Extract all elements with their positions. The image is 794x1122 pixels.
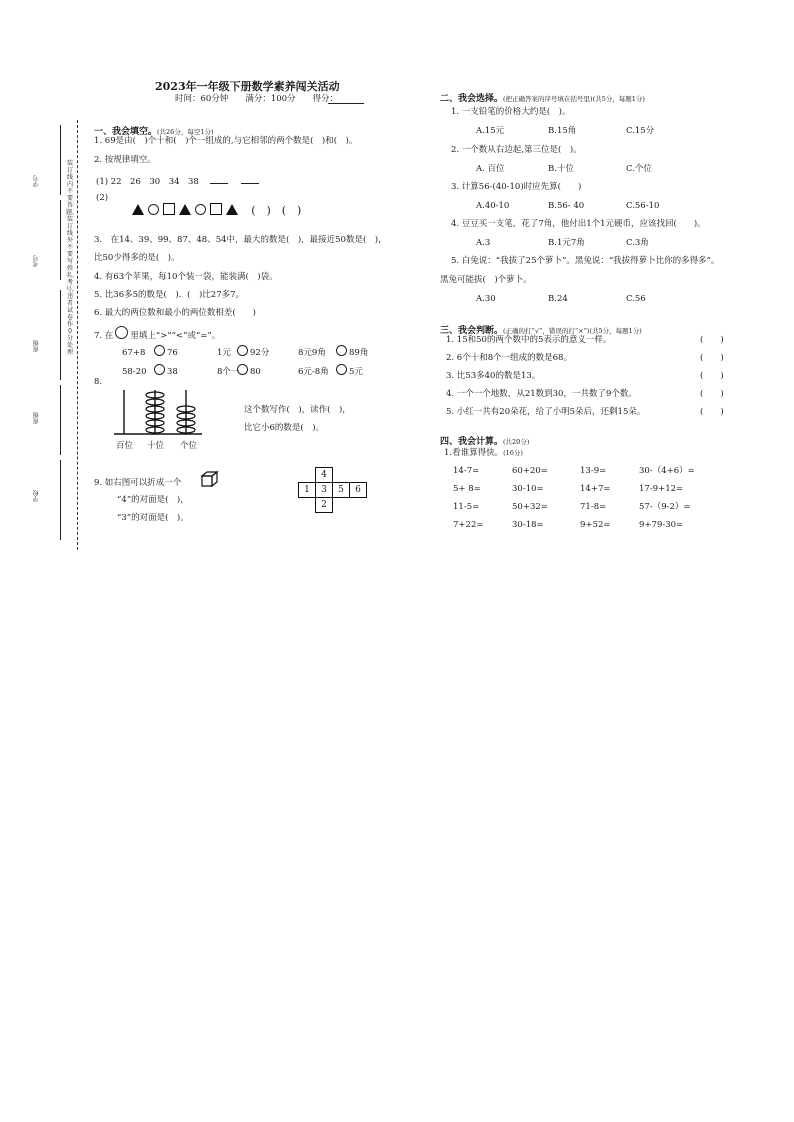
- s3-item-2: 2. 6个十和8个一组成的数是68。: [446, 353, 572, 363]
- s2-q4-opt-a: A.3: [476, 238, 491, 248]
- s2-q3-opt-c: C.56-10: [626, 201, 660, 211]
- square-icon: [163, 203, 175, 215]
- section2-note: (把正确答案的序号填在括号里)(共5分，每题1分): [503, 95, 645, 103]
- compare-circle[interactable]: [154, 345, 165, 356]
- cmp-left: 67+8: [122, 348, 146, 358]
- net-face: 6: [350, 483, 367, 498]
- s1-q2-sequence: [96, 175, 262, 188]
- circle-icon: [148, 204, 159, 215]
- s2-q1: 1. 一支铅笔的价格大约是( )。: [451, 107, 571, 117]
- cmp-row-2: [122, 364, 363, 378]
- s1-q3a: 3. 在14、39、99、87、48、54中，最大的数是( )，最接近50数是( )，: [94, 235, 387, 245]
- calc-cell: 9+79-30=: [639, 520, 684, 530]
- judge-paren[interactable]: ( ): [700, 389, 724, 399]
- s1-q8a: 这个数写作( )，读作( )，: [244, 405, 351, 415]
- abacus-label-ones: 个位: [180, 441, 198, 451]
- s2-q1-opt-b: B.15角: [548, 126, 577, 136]
- cmp-left: 6元-8角: [298, 367, 329, 377]
- section3-note: (正确的打“√”，错误的打“×”)(共5分，每题1分): [503, 327, 642, 335]
- compare-circle[interactable]: [237, 364, 248, 375]
- s3-item-4: 4. 一个一个地数，从21数到30，一共数了9个数。: [446, 389, 637, 399]
- s1-q1: 1. 69是由( )个十和( )个一组成的,与它相邻的两个数是( )和( )。: [94, 136, 358, 146]
- net-face: 1: [299, 483, 316, 498]
- judge-paren[interactable]: ( ): [700, 353, 724, 363]
- triangle-icon: [132, 204, 144, 215]
- section4-header: [440, 429, 529, 448]
- net-face: 4: [316, 468, 333, 483]
- s1-q7-text-b: 里填上“>”“<”或“=”。: [130, 331, 221, 341]
- s1-q7-text: 7. 在: [94, 331, 114, 341]
- s4-sub-title: 1.看谁算得快。: [444, 448, 504, 458]
- s1-q9b: “4”的对面是( )，: [117, 495, 189, 505]
- square-icon: [210, 203, 222, 215]
- calc-cell: 57-（9-2）=: [639, 502, 691, 512]
- calc-cell: 71-8=: [580, 502, 607, 512]
- compare-circle[interactable]: [336, 364, 347, 375]
- s2-q5: 5. 白兔说：“我拔了25个萝卜”。黑兔说：“我拔得萝卜比你的多得多”。: [451, 256, 720, 266]
- calc-cell: 50+32=: [512, 502, 548, 512]
- s2-q1-opt-a: A.15元: [476, 126, 505, 136]
- cmp-right: 76: [167, 348, 178, 358]
- binding-label-school: 学校: [33, 490, 40, 502]
- binding-line: [60, 200, 61, 280]
- s2-q4: 4. 豆豆买一支笔，花了7角，他付出1个1元硬币，应该找回( )。: [451, 219, 706, 229]
- score-blank: [328, 103, 364, 104]
- s1-q7: [94, 326, 220, 342]
- s2-q5-opt-c: C.56: [626, 294, 646, 304]
- calc-cell: 14-7=: [453, 466, 480, 476]
- s2-q2-opt-b: B.十位: [548, 164, 574, 174]
- cmp-right: 38: [167, 367, 178, 377]
- shape-pattern: [130, 203, 301, 217]
- binding-label-class: 班级: [33, 340, 40, 352]
- compare-circle[interactable]: [237, 345, 248, 356]
- calc-cell: 14+7=: [580, 484, 611, 494]
- calc-cell: 7+22=: [453, 520, 484, 530]
- s2-q2-opt-a: A. 百位: [476, 164, 505, 174]
- cmp-right: 92分: [250, 348, 270, 358]
- s2-q2-opt-c: C.个位: [626, 164, 652, 174]
- calc-cell: 13-9=: [580, 466, 607, 476]
- s1-q2: 2. 按规律填空。: [94, 155, 156, 165]
- section3-title: 三、我会判断。: [440, 326, 504, 336]
- calc-cell: 5+ 8=: [453, 484, 481, 494]
- cmp-right: 80: [250, 367, 261, 377]
- binding-line: [60, 125, 61, 195]
- binding-line: [60, 385, 61, 455]
- calc-cell: 30-（4+6）=: [639, 466, 695, 476]
- calc-cell: 30-18=: [512, 520, 544, 530]
- s2-q2: 2. 一个数从右边起,第三位是( )。: [451, 145, 582, 155]
- s4-sub-note: (16分): [503, 449, 523, 457]
- binding-label-class-2: 班级: [33, 412, 40, 424]
- cmp-right: 5元: [349, 367, 363, 377]
- cube-net: [298, 467, 367, 513]
- cube-icon: [200, 470, 220, 488]
- calc-cell: 30-10=: [512, 484, 544, 494]
- s1-q9a: 9. 如右图可以折成一个: [94, 478, 182, 488]
- s3-item-5: 5. 小红一共有20朵花，给了小明5朵后，还剩15朵。: [446, 407, 646, 417]
- section1-title: 一、我会填空。: [94, 127, 158, 137]
- calc-cell: 60+20=: [512, 466, 548, 476]
- net-face: 3: [316, 483, 333, 498]
- blank-line: [210, 175, 228, 184]
- s3-item-1: 1. 15和50的两个数中的5表示的意义一样。: [446, 335, 612, 345]
- s1-q4: 4. 有63个苹果，每10个装一袋，能装满( )袋。: [94, 272, 278, 282]
- s2-q5-line2: 黑兔可能拔( )个萝卜。: [440, 275, 532, 285]
- judge-paren[interactable]: ( ): [700, 371, 724, 381]
- s1-q8b: 比它小6的数是( )。: [244, 423, 325, 433]
- cmp-left: 1元: [217, 348, 231, 358]
- s2-q3-opt-b: B.56- 40: [548, 201, 585, 211]
- section2-header: [440, 86, 645, 105]
- s1-q2b-blanks: ( ) ( ): [251, 204, 302, 217]
- judge-paren[interactable]: ( ): [700, 407, 724, 417]
- s3-item-3: 3. 比53多40的数是13。: [446, 371, 541, 381]
- exam-info: 时间：60分钟 满分：100分 得分：: [175, 94, 339, 104]
- s2-q1-opt-c: C.15分: [626, 126, 655, 136]
- triangle-icon: [226, 204, 238, 215]
- s1-q5: 5. 比36多5的数是( )．( )比27多7。: [94, 290, 245, 300]
- binding-line: [60, 290, 61, 380]
- s1-q2b-label: (2): [96, 193, 109, 203]
- compare-circle[interactable]: [336, 345, 347, 356]
- s2-q4-opt-c: C.3角: [626, 238, 649, 248]
- cmp-row-1: [122, 345, 368, 359]
- judge-paren[interactable]: ( ): [700, 335, 724, 345]
- binding-dashed-line: [77, 120, 78, 550]
- cmp-left: 8元9角: [298, 348, 326, 358]
- s1-q2a-text: (1) 22 26 30 34 38: [96, 177, 199, 187]
- net-face: 2: [316, 498, 333, 513]
- s2-q4-opt-b: B.1元7角: [548, 238, 585, 248]
- section2-title: 二、我会选择。: [440, 94, 504, 104]
- net-face: 5: [333, 483, 350, 498]
- section4-note: (共20分): [503, 438, 530, 446]
- s2-q5-opt-a: A.30: [476, 294, 496, 304]
- s1-q3b: 比50少得多的是( )。: [94, 253, 180, 263]
- binding-notice: 装订线内不要答题，装订线外不要写姓名、考号，违者试卷作0分处理: [66, 160, 79, 356]
- abacus-figure: [108, 382, 204, 438]
- s1-q8-number: 8.: [94, 377, 103, 387]
- page-title: 2023年一年级下册数学素养闯关活动: [155, 80, 340, 93]
- compare-circle[interactable]: [154, 364, 165, 375]
- calc-cell: 17-9+12=: [639, 484, 684, 494]
- section1-note: (共26分，每空1分): [157, 128, 214, 136]
- abacus-label-hundreds: 百位: [116, 441, 134, 451]
- s1-q9c: “3”的对面是( )。: [117, 513, 189, 523]
- s1-q6: 6. 最大的两位数和最小的两位数相差( ): [94, 308, 256, 318]
- section4-title: 四、我会计算。: [440, 437, 504, 447]
- s2-q3: 3. 计算56-(40-10)时应先算( ): [451, 182, 582, 192]
- cmp-right: 89角: [349, 348, 369, 358]
- cmp-left: 58-20: [122, 367, 147, 377]
- calc-cell: 11-5=: [453, 502, 480, 512]
- calc-cell: 9+52=: [580, 520, 611, 530]
- s4-sub: [444, 448, 523, 459]
- binding-line: [60, 460, 61, 540]
- circle-icon: [115, 326, 128, 339]
- circle-icon: [195, 204, 206, 215]
- binding-label-number: 学号: [33, 175, 40, 187]
- cmp-left: 8个一: [217, 367, 240, 377]
- s2-q3-opt-a: A.40-10: [476, 201, 510, 211]
- blank-line: [241, 175, 259, 184]
- triangle-icon: [179, 204, 191, 215]
- abacus-label-tens: 十位: [147, 441, 165, 451]
- binding-label-exam-no: 考号: [33, 255, 40, 267]
- s2-q5-opt-b: B.24: [548, 294, 568, 304]
